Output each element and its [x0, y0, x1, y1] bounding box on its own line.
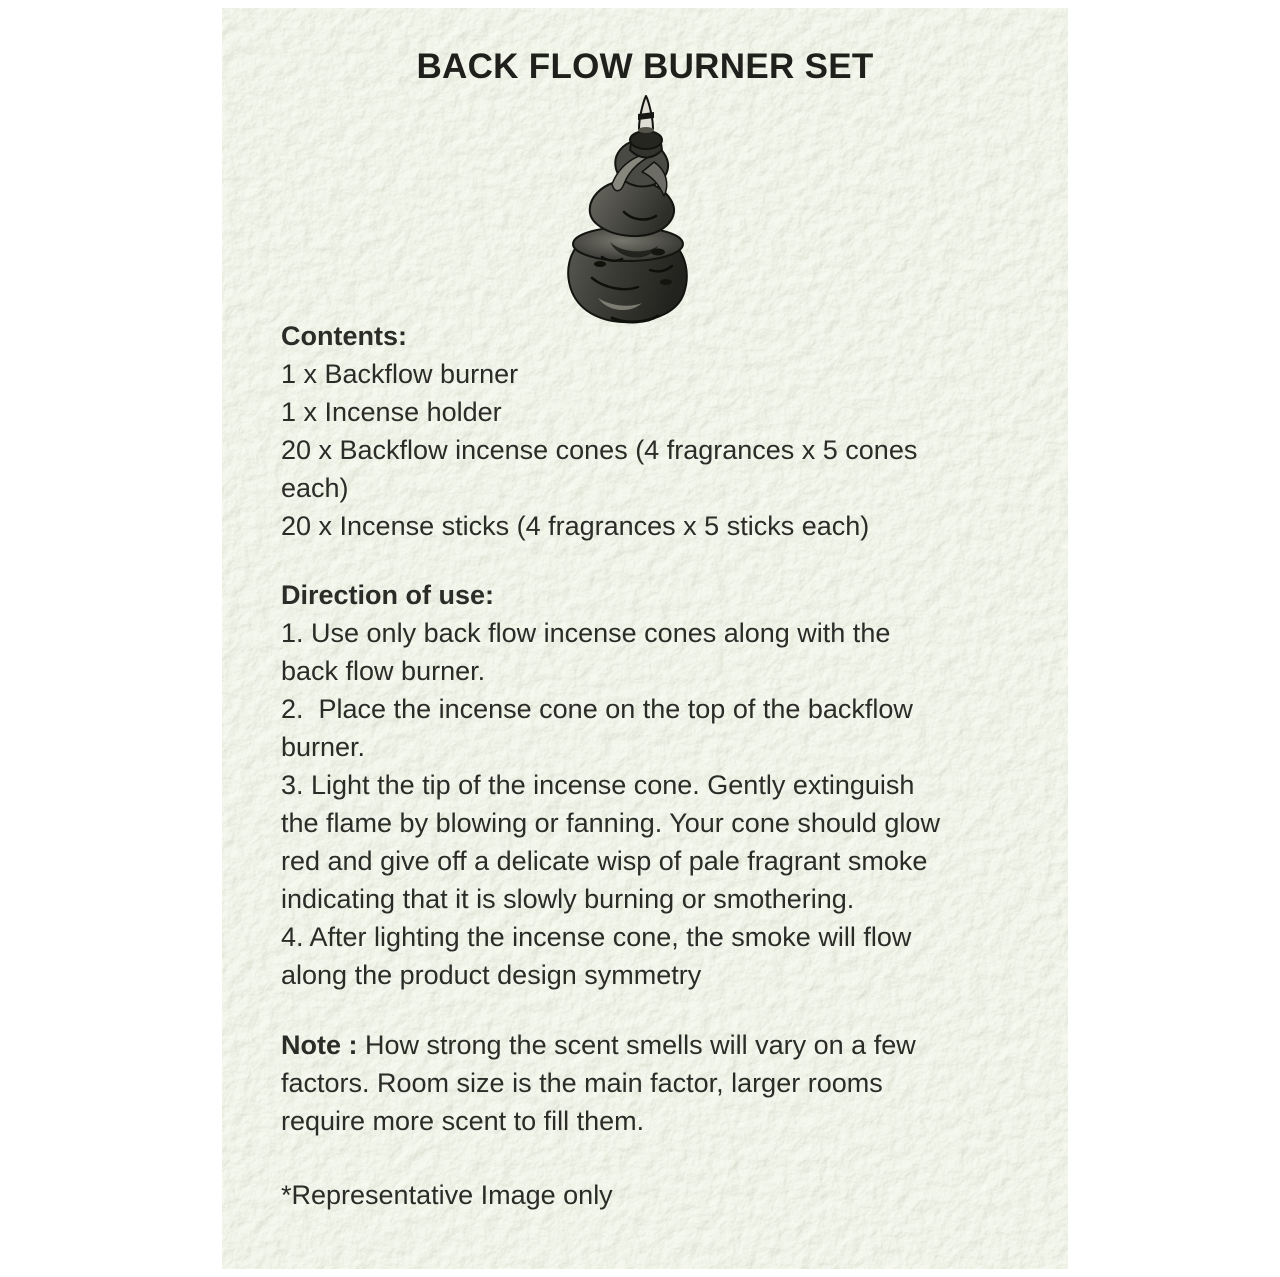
- note-section: [281, 1026, 1052, 1140]
- note-label: Note :: [281, 1030, 365, 1060]
- note-text: How strong the scent smells will vary on a few: [365, 1030, 916, 1060]
- directions-step: indicating that it is slowly burning or smothering.: [281, 884, 855, 914]
- product-image: [554, 92, 704, 324]
- contents-section: [281, 317, 1052, 545]
- directions-step: back flow burner.: [281, 656, 486, 686]
- contents-item: 1 x Incense holder: [281, 397, 502, 427]
- directions-step: 2. Place the incense cone on the top of the backflow: [281, 694, 913, 724]
- contents-item: 1 x Backflow burner: [281, 359, 519, 389]
- contents-item: each): [281, 473, 349, 503]
- disclaimer-text: *Representative Image only: [281, 1180, 613, 1210]
- directions-step: burner.: [281, 732, 366, 762]
- directions-heading: Direction of use:: [281, 580, 495, 610]
- contents-item: 20 x Backflow incense cones (4 fragrances x 5 cones: [281, 435, 918, 465]
- directions-step: red and give off a delicate wisp of pale fragrant smoke: [281, 846, 928, 876]
- note-line: [281, 1026, 1052, 1064]
- backflow-burner-illustration-icon: [554, 92, 704, 324]
- directions-step: 1. Use only back flow incense cones along with the: [281, 618, 891, 648]
- representative-disclaimer: [281, 1176, 1052, 1214]
- directions-step: 3. Light the tip of the incense cone. Gently extinguish: [281, 770, 915, 800]
- product-info-card: [222, 8, 1068, 1269]
- directions-section: [281, 576, 1052, 994]
- note-line: require more scent to fill them.: [281, 1106, 645, 1136]
- directions-step: the flame by blowing or fanning. Your cone should glow: [281, 808, 940, 838]
- directions-step: along the product design symmetry: [281, 960, 702, 990]
- contents-item: 20 x Incense sticks (4 fragrances x 5 sticks each): [281, 511, 870, 541]
- page-title: BACK FLOW BURNER SET: [416, 47, 874, 86]
- directions-step: 4. After lighting the incense cone, the smoke will flow: [281, 922, 912, 952]
- card-content: [222, 8, 1068, 1269]
- note-line: factors. Room size is the main factor, larger rooms: [281, 1068, 883, 1098]
- contents-heading: Contents:: [281, 321, 407, 351]
